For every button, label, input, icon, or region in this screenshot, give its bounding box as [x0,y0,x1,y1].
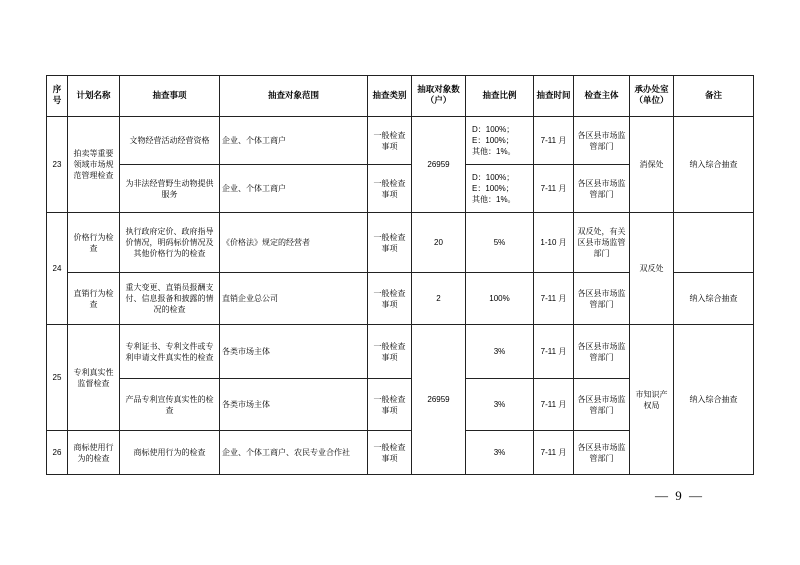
inspection-type: 一般检查事项 [368,273,412,325]
inspection-matter: 执行政府定价、政府指导价情况，明码标价情况及其他价格行为的检查 [120,213,220,273]
object-count: 20 [412,213,466,273]
inspection-ratio [466,165,534,213]
inspection-time: 7-11 月 [534,117,574,165]
header-no: 序号 [47,76,68,117]
object-count: 26959 [412,325,466,475]
inspection-matter: 产品专利宣传真实性的检查 [120,379,220,431]
inspection-scope: 企业、个体工商户 [220,165,368,213]
inspection-subject: 各区县市场监管部门 [574,117,630,165]
inspection-time: 7-11 月 [534,431,574,475]
header-subject: 检查主体 [574,76,630,117]
inspection-subject: 各区县市场监管部门 [574,273,630,325]
inspection-time: 7-11 月 [534,325,574,379]
header-time: 抽查时间 [534,76,574,117]
remark: 纳入综合抽查 [674,273,754,325]
header-count: 抽取对象数（户） [412,76,466,117]
inspection-ratio: 3% [466,379,534,431]
inspection-subject: 各区县市场监管部门 [574,379,630,431]
inspection-subject: 双反处，有关区县市场监管部门 [574,213,630,273]
plan-name: 专利真实性监督检查 [68,325,120,431]
inspection-scope: 各类市场主体 [220,325,368,379]
inspection-time: 7-11 月 [534,273,574,325]
inspection-plan-table [46,75,754,475]
table-row [47,117,754,165]
plan-name: 价格行为检查 [68,213,120,273]
inspection-ratio: 3% [466,325,534,379]
inspection-matter: 商标使用行为的检查 [120,431,220,475]
inspection-type: 一般检查事项 [368,431,412,475]
responsible-office: 双反处 [630,213,674,325]
inspection-time: 7-11 月 [534,379,574,431]
inspection-type: 一般检查事项 [368,117,412,165]
inspection-matter: 文物经营活动经营资格 [120,117,220,165]
row-number: 25 [47,325,68,431]
inspection-type: 一般检查事项 [368,379,412,431]
inspection-ratio [466,117,534,165]
remark [674,213,754,273]
remark: 纳入综合抽查 [674,325,754,475]
inspection-subject: 各区县市场监管部门 [574,325,630,379]
inspection-ratio: 100% [466,273,534,325]
header-ratio: 抽查比例 [466,76,534,117]
page-number: — 9 — [655,488,704,503]
inspection-subject: 各区县市场监管部门 [574,431,630,475]
inspection-scope: 企业、个体工商户 [220,117,368,165]
inspection-time: 7-11 月 [534,165,574,213]
ratio-line: D：100%； [472,173,515,182]
header-plan: 计划名称 [68,76,120,117]
table-row [47,325,754,379]
inspection-matter: 专利证书、专利文件或专利申请文件真实性的检查 [120,325,220,379]
inspection-type: 一般检查事项 [368,325,412,379]
header-row [47,76,754,117]
inspection-matter: 为非法经营野生动物提供服务 [120,165,220,213]
row-number: 24 [47,213,68,325]
header-matter: 抽查事项 [120,76,220,117]
inspection-ratio: 5% [466,213,534,273]
object-count: 26959 [412,117,466,213]
header-scope: 抽查对象范围 [220,76,368,117]
ratio-line: D：100%； [472,125,515,134]
inspection-type: 一般检查事项 [368,213,412,273]
object-count: 2 [412,273,466,325]
ratio-line: E：100%； [472,136,514,145]
header-office: 承办处室（单位） [630,76,674,117]
inspection-scope: 各类市场主体 [220,379,368,431]
responsible-office: 市知识产权局 [630,325,674,475]
inspection-matter: 重大变更、直销员报酬支付、信息报备和披露的情况的检查 [120,273,220,325]
inspection-subject: 各区县市场监管部门 [574,165,630,213]
ratio-line: 其他：1%。 [472,195,516,204]
inspection-scope: 直销企业总公司 [220,273,368,325]
header-type: 抽查类别 [368,76,412,117]
inspection-ratio: 3% [466,431,534,475]
inspection-type: 一般检查事项 [368,165,412,213]
inspection-scope: 《价格法》规定的经营者 [220,213,368,273]
header-note: 备注 [674,76,754,117]
table-row [47,213,754,273]
inspection-time: 1-10 月 [534,213,574,273]
plan-name: 拍卖等重要领域市场规范管理检查 [68,117,120,213]
responsible-office: 消保处 [630,117,674,213]
ratio-line: E：100%； [472,184,514,193]
remark: 纳入综合抽查 [674,117,754,213]
row-number: 23 [47,117,68,213]
ratio-line: 其他：1%。 [472,147,516,156]
plan-name: 直销行为检查 [68,273,120,325]
row-number: 26 [47,431,68,475]
inspection-scope: 企业、个体工商户、农民专业合作社 [220,431,368,475]
plan-name: 商标使用行为的检查 [68,431,120,475]
